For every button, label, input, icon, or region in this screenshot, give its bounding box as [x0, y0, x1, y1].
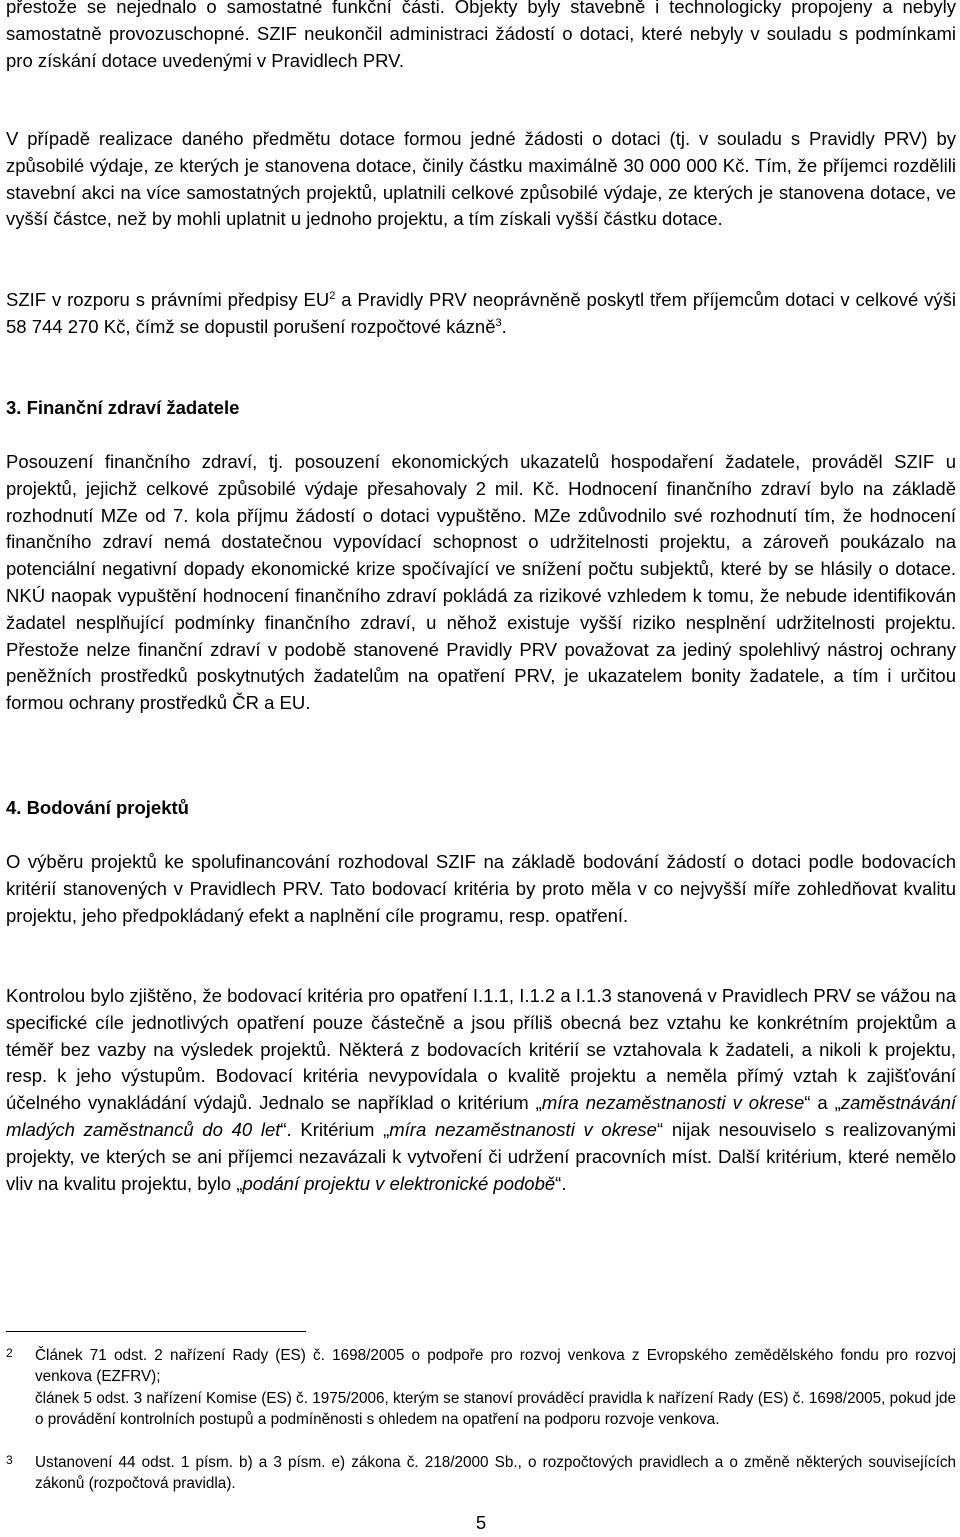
paragraph-vyber-projektu: O výběru projektů ke spolufinancování rozhodoval SZIF na základě bodování žádostí o dotaci podle bodovacích kritérií stanovených v Pravidlech PRV. Tato bodovací kritéria by proto měla v co nejvyšší míře zohledňovat kvalitu projektu, jeho předpokládaný efekt a naplnění cíle programu, resp. opatření.: [6, 851, 956, 926]
footnote-3: [6, 1452, 956, 1495]
section-heading-bodovani: 4. Bodování projektů: [6, 797, 189, 818]
kriteria-text-a: Kontrolou bylo zjištěno, že bodovací kritéria pro opatření I.1.1, I.1.2 a I.1.3 stanovená v Pravidlech PRV se vážou na specifické cíle jednotlivých opatření pouze částečně a jsou příliš obecná bez vztahu ke konkrétním projektům a téměř bez vazby na výsledek projektů. Některá z bodovacích kritérií se vztahovala k žadateli, a nikoli k projektu, resp. k jeho výstupům. Bodovací kritéria nevypovídala o kvalitě projektu a neměla přímý vztah k zajišťování účelného vynakládání výdajů. Jednalo se například o kritérium „: [6, 985, 956, 1114]
footnote-divider: [6, 1331, 306, 1332]
footnote-2: [6, 1345, 956, 1431]
paragraph-kontrola-kriteria: [6, 983, 956, 1197]
kriterium-mladi-zamestnanci: zaměstnávání mladých zaměstnanců do 40 let: [6, 1092, 957, 1140]
paragraph-szif-rozpor: [6, 287, 956, 341]
kriteria-text-b: “ a „: [804, 1092, 841, 1114]
footnote-2-number: 2: [6, 1346, 13, 1360]
kriterium-mira-nezamestnanosti-2: míra nezaměstnanosti v okrese: [389, 1118, 657, 1140]
kriterium-elektronicka-podoba: podání projektu v elektronické podobě: [242, 1172, 556, 1194]
footnote-2-text-a: Článek 71 odst. 2 nařízení Rady (ES) č. 1698/2005 o podpoře pro rozvoj venkova z Evropského zemědělského fondu pro rozvoj venkova (EZFRV);: [35, 1347, 956, 1386]
kriterium-mira-nezamestnanosti: míra nezaměstnanosti v okrese: [541, 1092, 805, 1114]
kriteria-text-e: “.: [555, 1172, 567, 1194]
p3-text-a: SZIF v rozporu s právními předpisy EU: [6, 289, 330, 310]
footnote-ref-3[interactable]: 3: [495, 316, 502, 329]
footnote-ref-2[interactable]: 2: [329, 290, 336, 302]
section-heading-financni-zdravi: 3. Finanční zdraví žadatele: [6, 397, 240, 418]
page-number: 5: [475, 1512, 487, 1533]
p3-text-c: .: [501, 315, 507, 337]
paragraph-financni-zdravi: Posouzení finančního zdraví, tj. posouzení ekonomických ukazatelů hospodaření žadatele, prováděl SZIF u projektů, jejichž celkové způsobilé výdaje přesahovaly 2 mil. Kč. Hodnocení finančního zdraví bylo na základě rozhodnutí MZe od 7. kola příjmu žádostí o dotaci vypuštěno. MZe zdůvodnilo své rozhodnutí tím, že hodnocení finančního zdraví nemá dostatečnou vypovídací schopnost o udržitelnosti projektu, a zároveň poukázalo na potenciální negativní dopady ekonomické krize spočívající ve snížení počtu subjektů, které by se hlásily o dotace. NKÚ naopak vypuštění hodnocení finančního zdraví pokládá za rizikové vzhledem k tomu, že nebude identifikován žadatel nesplňující podmínky finančního zdraví, u něhož existuje vyšší riziko nesplnění udržitelnosti projektu. Přestože nelze finanční zdraví v podobě stanovené Pravidly PRV považovat za jediný spolehlivý nástroj ochrany peněžních prostředků poskytnutých žadatelům na opatření PRV, je ukazatelem bonity žadatele, a tím i určitou formou ochrany prostředků ČR a EU.: [6, 451, 956, 714]
paragraph-realizace: V případě realizace daného předmětu dotace formou jedné žádosti o dotaci (tj. v souladu s Pravidly PRV) by způsobilé výdaje, ze kterých je stanovena dotace, činily částku maximálně 30 000 000 Kč. Tím, že příjemci rozdělili stavební akci na více samostatných projektů, uplatnili celkové způsobilé výdaje, ze kterých je stanovena dotace, ve vyšší částce, než by mohli uplatnit u jednoho projektu, a tím získali vyšší částku dotace.: [6, 128, 956, 230]
p3-text-b: a Pravidly PRV neoprávněně poskytl třem příjemcům dotaci v celkové výši 58 744 270 Kč, čímž se dopustil porušení rozpočtové kázně: [6, 289, 956, 337]
footnote-2-text-b: článek 5 odst. 3 nařízení Komise (ES) č. 1975/2006, kterým se stanoví prováděcí pravidla k nařízení Rady (ES) č. 1698/2005, pokud jde o provádění kontrolních postupů a podmíněnosti s ohledem na opatření na podporu rozvoje venkova.: [35, 1389, 956, 1429]
footnote-3-number: 3: [6, 1453, 13, 1467]
kriteria-text-c: “. Kritérium „: [280, 1118, 390, 1140]
kriteria-text-d: “ nijak nesouviselo s realizovanými projekty, ve kterých se ani příjemci nezavázali k vytvoření či udržení pracovních míst. Další kritérium, které nemělo vliv na kvalitu projektu, bylo „: [6, 1118, 956, 1194]
footnote-3-text: Ustanovení 44 odst. 1 písm. b) a 3 písm. e) zákona č. 218/2000 Sb., o rozpočtových pravidlech a o změně některých souvisejících zákonů (rozpočtová pravidla).: [35, 1454, 956, 1493]
paragraph-intro: přestože se nejednalo o samostatné funkční části. Objekty byly stavebně i technologicky propojeny a nebyly samostatně provozuschopné. SZIF neukončil administraci žádostí o dotaci, které nebyly v souladu s podmínkami pro získání dotace uvedenými v Pravidlech PRV.: [6, 0, 956, 71]
